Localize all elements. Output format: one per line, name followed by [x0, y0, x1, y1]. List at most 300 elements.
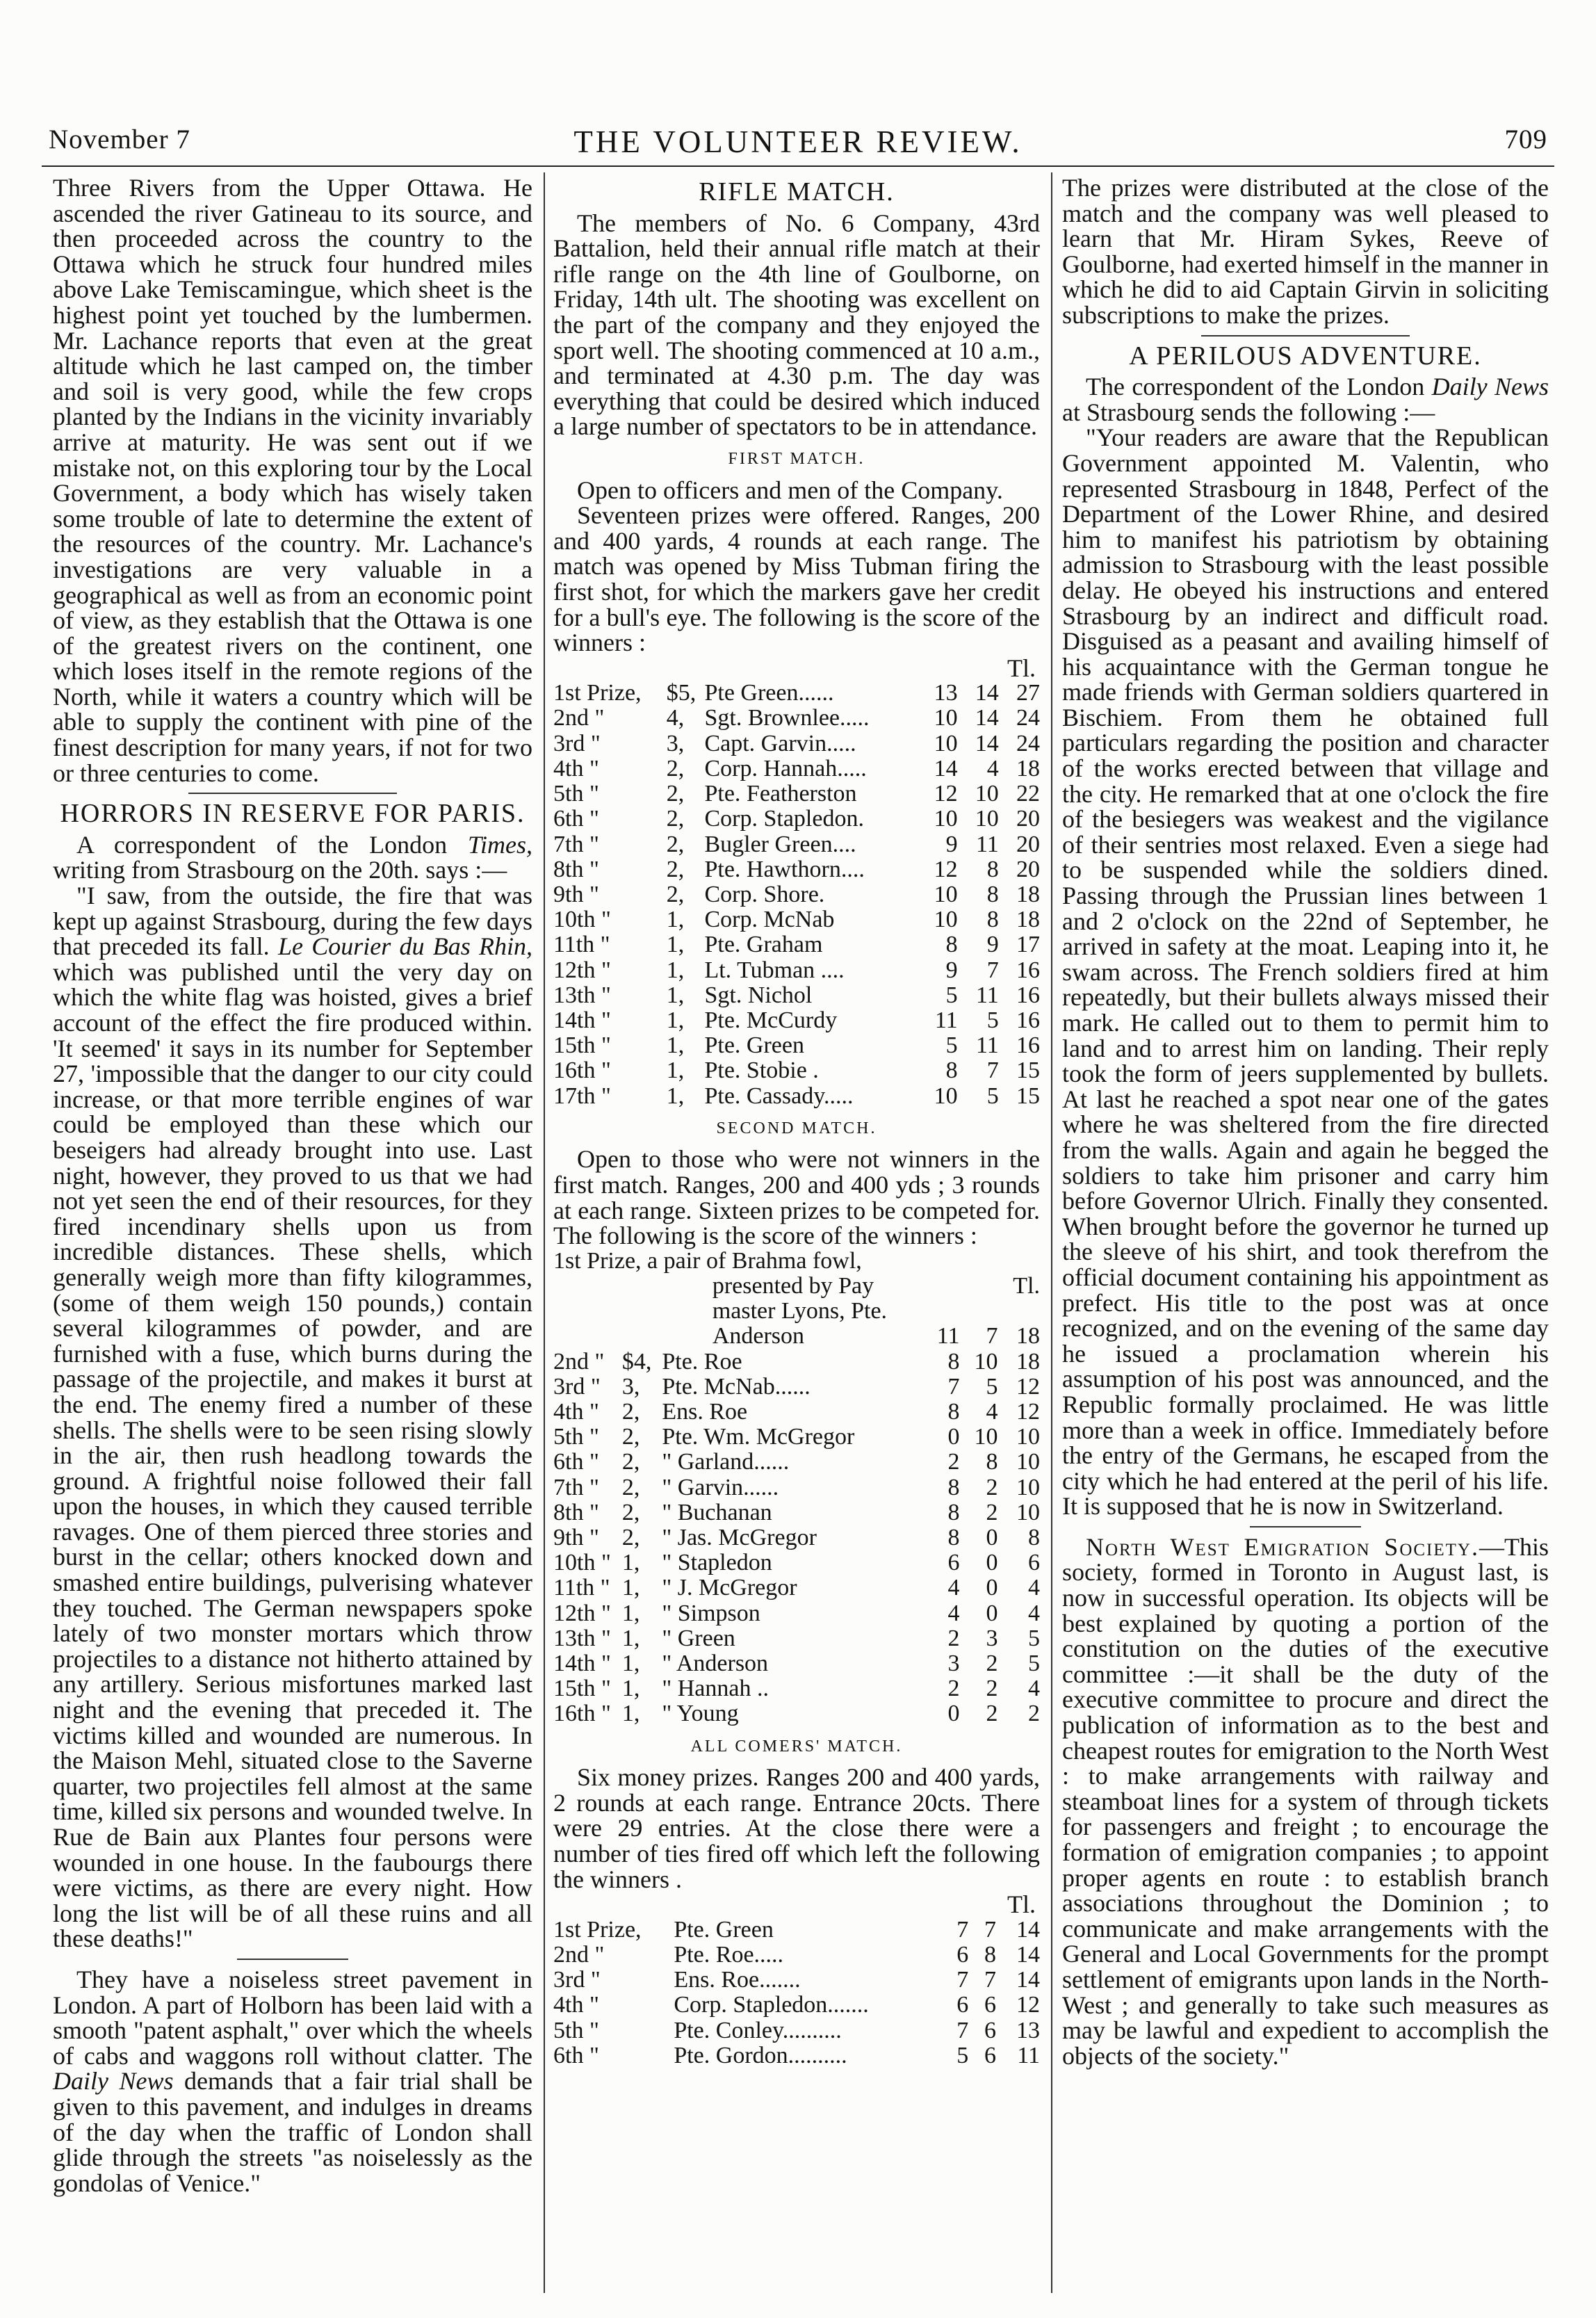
table-cell: 1,	[666, 1057, 685, 1084]
table-row	[553, 2018, 1040, 2043]
table-cell: 0	[947, 1424, 960, 1450]
table-cell: 8th "	[553, 1499, 599, 1525]
second-match-heading: SECOND MATCH.	[716, 1119, 877, 1137]
table-cell: 2,	[666, 806, 685, 832]
emigration-paragraph: North West Emigration Society.—This society, formed in Toronto in August last, is now in successful operation. Its objects will be best explained by quoting a portion of the constitution on the duties of the executive committee :—it shall be the duty of the executive committee to procure and direct the publication of information as to the best and cheapest routes for emigration to the North West : to make arrangements with railway and steamboat lines for a system of through tickets for passengers and freight ; to encourage the formation of emigration companies ; to appoint proper agents en route : to establish branch associations throughout the Dominion ; to communicate and make arrangements with the General and Local Governments for the prompt settlement of emigrants upon lands in the North-West ; and generally to take such measures as may be lawful and expedient to accomplish the objects of the society."	[1062, 1532, 1549, 2070]
table-cell: 11th "	[553, 932, 610, 958]
table-cell: 16th "	[553, 1701, 611, 1727]
table-cell: 6	[984, 2042, 996, 2068]
column-2	[553, 175, 1040, 2068]
table-cell: 1,	[666, 1032, 685, 1059]
table-row	[553, 807, 1040, 832]
table-cell: 1,	[666, 957, 685, 983]
table-cell: Pte. Roe.....	[674, 1941, 784, 1968]
table-row	[553, 932, 1040, 957]
table-row	[553, 1575, 1040, 1600]
table-row	[553, 1550, 1040, 1575]
table-cell: Pte. Gordon..........	[674, 2042, 847, 2068]
table-cell: 4	[1028, 1676, 1040, 1702]
table-cell: 1,	[621, 1550, 640, 1576]
table-cell: $4,	[621, 1348, 652, 1375]
header-page-number: 709	[1504, 124, 1547, 154]
table-row	[553, 731, 1040, 756]
table-cell: 5	[1028, 1625, 1040, 1651]
table-row	[553, 2043, 1040, 2068]
table-cell: Ens. Roe	[662, 1398, 748, 1425]
table-cell: Ens. Roe.......	[674, 1967, 801, 1993]
table-cell: " Simpson	[662, 1600, 760, 1626]
table-cell: Pte. McCurdy	[704, 1007, 838, 1033]
table-cell: Pte. Conley..........	[674, 2017, 842, 2043]
table-cell: 5th "	[553, 781, 599, 807]
table-cell: " Young	[662, 1701, 739, 1727]
table-cell: Pte. McNab......	[662, 1373, 811, 1400]
first-match-heading: FIRST MATCH.	[728, 449, 865, 468]
table-cell: 1,	[666, 982, 685, 1008]
table-cell: 0	[986, 1550, 998, 1576]
table-cell: 20	[1016, 856, 1040, 882]
table-cell: 3	[947, 1650, 960, 1676]
table-cell: 12	[934, 781, 958, 807]
table-cell: 8	[945, 1057, 958, 1084]
table-cell: 9	[945, 831, 958, 857]
table-cell: 10	[934, 705, 958, 731]
table-cell: 2	[986, 1474, 998, 1500]
table-cell: 16	[1016, 1032, 1040, 1059]
table-cell: 17th "	[553, 1083, 611, 1109]
table-cell: 16	[1016, 1007, 1040, 1033]
table-cell: 12	[1016, 1398, 1040, 1425]
table-row	[553, 1601, 1040, 1626]
table-cell: 3,	[621, 1373, 640, 1400]
table-cell: 5th "	[553, 1424, 599, 1450]
table-cell: 4	[1028, 1575, 1040, 1601]
table-cell: 10	[934, 730, 958, 756]
table-cell: 15	[1016, 1083, 1040, 1109]
table-cell: 7th "	[553, 831, 599, 857]
table-cell: 12th "	[553, 1600, 611, 1626]
times-title: Times,	[467, 830, 532, 859]
table-cell: " Buchanan	[662, 1499, 772, 1525]
table-cell: Pte Green......	[704, 680, 834, 706]
table-cell: 1st Prize,	[553, 680, 642, 706]
table-cell: 0	[986, 1600, 998, 1626]
table-cell: 1,	[621, 1625, 640, 1651]
table-cell: 7	[956, 1967, 969, 1993]
table-cell: 11th "	[553, 1575, 610, 1601]
table-cell: 13th "	[553, 1625, 611, 1651]
first-match-open: Open to officers and men of the Company.	[577, 476, 1003, 504]
table-cell: 10	[934, 1083, 958, 1109]
table-row	[553, 832, 1040, 857]
table-cell: 7th "	[553, 1474, 599, 1500]
table-cell: 16	[1016, 982, 1040, 1008]
table-cell: 1,	[621, 1676, 640, 1702]
table-cell: 0	[986, 1524, 998, 1550]
table-cell: 7	[956, 2017, 969, 2043]
table-cell: 2	[986, 1701, 998, 1727]
table-cell: 10	[934, 907, 958, 933]
table-cell: 4,	[666, 705, 685, 731]
table-cell: 8	[945, 932, 958, 958]
table-cell: Corp. Hannah.....	[704, 755, 867, 781]
table-row	[553, 1701, 1040, 1726]
table-cell: 8	[947, 1474, 960, 1500]
table-cell: 5	[956, 2042, 969, 2068]
table-cell: 20	[1016, 806, 1040, 832]
table-cell: 2	[986, 1499, 998, 1525]
table-cell: 4	[947, 1600, 960, 1626]
table-row	[553, 1375, 1040, 1400]
table-row	[553, 1475, 1040, 1500]
table-cell: 14	[975, 705, 999, 731]
table-cell: 7	[986, 1057, 999, 1084]
lachance-paragraph: Three Rivers from the Upper Ottawa. He ascended the river Gatineau to its source, and then proceeded across the country to the Ottawa which he struck four hundred miles above Lake Temiscamingue, which sheet is the highest point yet touched by the lumbermen. Mr. Lachance reports that even at the great altitude which he last camped on, the timber and soil is very good, while the few crops planted by the Indians in the vicinity invariably arrive at maturity. He was sent out if we mistake not, on this exploring tour by the Local Government, a body which has wisely taken some trouble of late to determine the extent of the resources of the country. Mr. Lachance's investigations are very valuable in a geographical as well as from an economic point of view, as they establish that the Ottawa is one of the greatest rivers on the continent, one which loses itself in the remote regions of the North, while it waters a country which will be able to supply the continent with pine of the finest description for many years, if not for two or three centuries to come.	[53, 174, 532, 787]
table-cell: 18	[1016, 755, 1040, 781]
table-cell: Pte. Hawthorn....	[704, 856, 865, 882]
table-cell: 8th "	[553, 856, 599, 882]
table-cell: 10th "	[553, 907, 611, 933]
table-cell: 24	[1016, 705, 1040, 731]
table-cell: 2,	[621, 1424, 640, 1450]
table-cell: 4th "	[553, 1398, 599, 1425]
table-cell: 18	[1016, 881, 1040, 907]
table-row	[553, 983, 1040, 1008]
table-cell: 9	[986, 932, 999, 958]
total-label: Tl.	[1007, 654, 1036, 682]
table-cell: Sgt. Nichol	[704, 982, 813, 1008]
table-cell: 4	[947, 1575, 960, 1601]
table-cell: 10	[974, 1348, 998, 1375]
table-cell: 8	[947, 1499, 960, 1525]
table-cell: 2	[1028, 1701, 1040, 1727]
table-cell: 4	[986, 1398, 998, 1425]
table-cell: 1st Prize,	[553, 1916, 642, 1943]
table-cell: " Anderson	[662, 1650, 769, 1676]
table-cell: 8	[947, 1398, 960, 1425]
table-cell: 3,	[666, 730, 685, 756]
table-cell: 10	[975, 806, 999, 832]
table-cell: 18	[1016, 907, 1040, 933]
table-cell: 4th "	[553, 755, 599, 781]
table-row	[553, 857, 1040, 882]
table-cell: 8	[986, 856, 999, 882]
table-cell: 6	[947, 1550, 960, 1576]
table-cell: 4	[1028, 1600, 1040, 1626]
pavement-paragraph: They have a noiseless street pavement in London. A part of Holborn has been laid with a smooth "patent asphalt," over which the wheels of cabs and waggons roll without clatter. The Daily News demands that a fair trial shall be given to this pavement, and indulges in dreams of the day when the traffic of London shall glide through the streets "as noiselessly as the gondolas of Venice."	[53, 1965, 532, 2197]
table-cell: Pte. Featherston	[704, 781, 857, 807]
table-cell: 2,	[666, 781, 685, 807]
table-cell: 1,	[666, 932, 685, 958]
table-cell: $5,	[666, 680, 697, 706]
table-row	[553, 1525, 1040, 1550]
table-cell: 2nd "	[553, 705, 605, 731]
courier-title: Le Courier du Bas Rhin,	[277, 932, 532, 961]
table-row: master Lyons, Pte.	[712, 1298, 888, 1324]
table-cell: 2,	[666, 856, 685, 882]
table-cell: 10th "	[553, 1550, 611, 1576]
table-cell: 8	[947, 1524, 960, 1550]
table-cell: Pte. Roe	[662, 1348, 742, 1375]
table-cell: 14	[1016, 1941, 1040, 1968]
table-cell: 2	[947, 1449, 960, 1475]
table-cell: 10	[934, 881, 958, 907]
table-cell: 14	[934, 755, 958, 781]
table-row	[553, 706, 1040, 731]
table-row	[553, 1425, 1040, 1450]
column-divider-2	[1051, 172, 1052, 2293]
table-cell: 10	[1016, 1474, 1040, 1500]
all-comers-table	[553, 1918, 1040, 2068]
table-cell: 2,	[666, 755, 685, 781]
table-cell: 1,	[666, 907, 685, 933]
table-row: presented by Pay Tl.	[712, 1272, 1040, 1299]
table-cell: 1,	[666, 1083, 685, 1109]
table-cell: 7	[984, 1967, 996, 1993]
table-cell: Corp. Stapledon.	[704, 806, 864, 832]
table-cell: 6th "	[553, 1449, 599, 1475]
table-cell: Pte. Stobie .	[704, 1057, 819, 1084]
table-row	[553, 781, 1040, 807]
table-cell: 1,	[621, 1650, 640, 1676]
table-cell: 3rd "	[553, 1967, 601, 1993]
table-cell: " J. McGregor	[662, 1575, 797, 1601]
table-cell: 0	[986, 1575, 998, 1601]
table-cell: 3rd "	[553, 730, 601, 756]
section-rule	[1201, 335, 1410, 337]
table-cell: " Hannah ..	[662, 1676, 769, 1702]
table-cell: 8	[984, 1941, 996, 1968]
table-row	[553, 1968, 1040, 1993]
table-cell: " Jas. McGregor	[662, 1524, 817, 1550]
table-row	[553, 1651, 1040, 1676]
table-cell: 16	[1016, 957, 1040, 983]
table-row	[553, 1058, 1040, 1083]
column-1	[53, 175, 532, 2196]
table-cell: 7	[956, 1916, 969, 1943]
table-cell: 11	[976, 982, 999, 1008]
table-cell: 5	[1028, 1650, 1040, 1676]
perilous-heading: A PERILOUS ADVENTURE.	[1129, 341, 1482, 371]
table-row	[553, 1626, 1040, 1651]
total-label: Tl.	[1007, 1890, 1036, 1919]
table-cell: 2,	[621, 1449, 640, 1475]
table-cell: 5	[945, 982, 958, 1008]
table-cell: " Garvin......	[662, 1474, 779, 1500]
table-cell: 8	[986, 907, 999, 933]
table-cell: Sgt. Brownlee.....	[704, 705, 870, 731]
table-cell: 2,	[621, 1398, 640, 1425]
table-cell: 14	[1016, 1967, 1040, 1993]
table-row	[553, 1918, 1040, 1943]
table-cell: 3rd "	[553, 1373, 601, 1400]
table-cell: 13th "	[553, 982, 611, 1008]
table-cell: 11	[934, 1007, 958, 1033]
table-cell: 5	[986, 1373, 998, 1400]
table-cell: 10	[974, 1424, 998, 1450]
table-cell: 5	[986, 1007, 999, 1033]
table-cell: 10	[1016, 1424, 1040, 1450]
table-row	[553, 756, 1040, 781]
table-cell: 1,	[621, 1701, 640, 1727]
table-row	[553, 1943, 1040, 1968]
table-cell: 14th "	[553, 1007, 611, 1033]
table-cell: Bugler Green....	[704, 831, 856, 857]
table-cell: Corp. McNab	[704, 907, 835, 933]
column-divider-1	[544, 172, 545, 2293]
table-row	[553, 1500, 1040, 1525]
table-cell: 7	[984, 1916, 996, 1943]
table-row	[553, 1350, 1040, 1375]
table-cell: 9th "	[553, 1524, 599, 1550]
section-rule	[237, 1959, 348, 1960]
table-cell: 18	[1016, 1348, 1040, 1375]
table-cell: 14	[975, 680, 999, 706]
section-rule	[188, 793, 397, 794]
table-cell: 24	[1016, 730, 1040, 756]
table-cell: 1,	[666, 1007, 685, 1033]
table-cell: 12	[934, 856, 958, 882]
table-cell: 7	[986, 957, 999, 983]
table-cell: 2nd "	[553, 1941, 605, 1968]
table-cell: 6	[984, 1992, 996, 2018]
table-cell: 2	[947, 1676, 960, 1702]
header-rule	[42, 165, 1554, 167]
table-cell: 16th "	[553, 1057, 611, 1084]
table-cell: 2,	[666, 881, 685, 907]
table-cell: 12	[1016, 1373, 1040, 1400]
table-cell: 7	[947, 1373, 960, 1400]
header-date: November 7	[49, 124, 190, 154]
perilous-intro: The correspondent of the London Daily News at Strasbourg sends the following :—	[1062, 373, 1549, 426]
rifle-match-heading: RIFLE MATCH.	[699, 177, 895, 206]
table-cell: 9th "	[553, 881, 599, 907]
table-row	[553, 1084, 1040, 1109]
table-cell: 2	[986, 1650, 998, 1676]
perilous-body: "Your readers are aware that the Republican Government appointed M. Valentin, who represented Strasbourg in 1848, Perfect of the Department of the Lower Rhine, and desired him to manifest his patriotism by obtaining admission to Strasbourg with the least possible delay. He obeyed his instructions and entered Strasbourg by an indirect and difficult road. Disguised as a peasant and availing himself of his acquaintance with the German tongue he made friends with German soldiers quartered in Bischiem. From them he obtained full particulars regarding the position and character of the works erected between that village and the city. He remarked that at one o'clock the fire of the besiegers was weakest and the vigilance of their sentries most relaxed. Even a siege had to be suspended while the soldiers dined. Passing through the Prussian lines between 1 and 2 o'clock on the 22nd of September, he arrived in safety at the moat. Leaping into it, he swam across. The French soldiers fired at him repeatedly, but their bullets always missed their mark. He called out to them to permit him to land and to arrest him on landing. Their reply took the form of jeers supplemented by bullets. At last he reached a spot near one of the gates where he was sheltered from the fire directed from the walls. Again and again he begged the soldiers to take him prisoner and carry him before Governor Ulrich. Finally they consented. When brought before the governor he turned up the sleeve of his shirt, and took therefrom the official document containing his appointment as prefect. His title to the post was at once recognized, and on the evening of the same day he issued a proclamation wherein his assumption of his post was announced, and the Republic formally proclaimed. He was little more than a week in office. Immediately before the entry of the Germans, he escaped from the city which he had entered at the peril of his life. It is supposed that he is now in Switzerland.	[1062, 423, 1549, 1521]
horrors-body: "I saw, from the outside, the fire that was kept up against Strasbourg, during the few days that preceded its fall. Le Courier du Bas Rhin, which was published until the very day on which the white flag was hoisted, gives a brief account of the effect the fire produced within. 'It seemed' it says in its number for September 27, 'impossible that the danger to our city could increase, or that more terrible engines of war could be employed than these which our beseigers had already brought into use. Last night, however, they proved to us that we had not yet seen the end of their resources, for they fired incendinary shells upon us from incredible distances. These shells, which generally weigh more than fifty kilogrammes, (some of them weigh 150 pounds,) contain several kilogrammes of powder, and are furnished with a fuse, which burns during the passage of the projectile, and makes it burst at the end. The enemy fired a number of these shells. The shells were to be seen rising slowly in the air, then rush headlong towards the ground. A frightful noise followed their fall upon the houses, in which they caused terrible ravages. One of them pierced three stories and burst in the cellar; others knocked down and smashed entire buildings, pulverising whatever they touched. The German newspapers spoke lately of two monster mortars which throw projectiles to a distance not hitherto attained by any artillery. Serious misfortunes marked last night and the evening that preceded it. The victims killed and wounded are numerous. In the Maison Mehl, situated close to the Saverne quarter, two projectiles fell almost at the same time, killed six persons and wounded twelve. In Rue de Bain aux Plantes four persons were wounded in one house. In the faubourgs there were victims, as there are every night. How long the list will be of all these ruins and all these deaths!"	[53, 882, 532, 1953]
table-cell: 6	[1028, 1550, 1040, 1576]
table-cell: " Garland......	[662, 1449, 790, 1475]
table-cell: 14	[975, 730, 999, 756]
table-cell: 2,	[621, 1499, 640, 1525]
table-cell: 6th "	[553, 2042, 599, 2068]
table-cell: 5th "	[553, 2017, 599, 2043]
table-cell: 15th "	[553, 1676, 611, 1702]
table-cell: 4th "	[553, 1992, 599, 2018]
second-match-table	[553, 1249, 1040, 1727]
table-cell: 5	[945, 1032, 958, 1059]
table-cell: 2	[986, 1676, 998, 1702]
table-cell: 17	[1016, 932, 1040, 958]
table-cell: 2,	[666, 831, 685, 857]
table-cell: Pte. Wm. McGregor	[662, 1424, 855, 1450]
table-cell: 6th "	[553, 806, 599, 832]
table-row	[553, 1450, 1040, 1475]
table-row	[553, 681, 1040, 706]
table-cell: Pte. Cassady.....	[704, 1083, 854, 1109]
table-cell: 5	[986, 1083, 999, 1109]
table-cell: 1,	[621, 1600, 640, 1626]
table-row	[553, 882, 1040, 907]
table-cell: 20	[1016, 831, 1040, 857]
table-cell: 2,	[621, 1524, 640, 1550]
page-header	[42, 124, 1554, 165]
table-row	[553, 1676, 1040, 1701]
table-cell: 22	[1016, 781, 1040, 807]
table-cell: 13	[934, 680, 958, 706]
table-cell: 12th "	[553, 957, 611, 983]
table-cell: 8	[947, 1348, 960, 1375]
table-cell: 11	[976, 1032, 999, 1059]
table-cell: 10	[934, 806, 958, 832]
table-cell: Pte. Green	[674, 1916, 774, 1943]
table-cell: 6	[984, 2017, 996, 2043]
table-row	[553, 1033, 1040, 1058]
table-cell: " Stapledon	[662, 1550, 772, 1576]
table-cell: 14th "	[553, 1650, 611, 1676]
table-cell: 11	[1017, 2042, 1040, 2068]
all-comers-heading: ALL COMERS' MATCH.	[690, 1737, 903, 1756]
table-cell: 13	[1016, 2017, 1040, 2043]
table-row	[553, 1400, 1040, 1425]
table-cell: Lt. Tubman ....	[704, 957, 845, 983]
first-match-table	[553, 681, 1040, 1108]
table-cell: 10	[1016, 1499, 1040, 1525]
table-cell: Corp. Shore.	[704, 881, 825, 907]
table-cell: 12	[1016, 1992, 1040, 2018]
table-cell: 11	[976, 831, 999, 857]
horrors-heading: HORRORS IN RESERVE FOR PARIS.	[60, 799, 526, 829]
table-cell: 6	[956, 1941, 969, 1968]
table-cell: 6	[956, 1992, 969, 2018]
daily-news-title: Daily News	[1431, 373, 1549, 401]
table-row	[553, 958, 1040, 983]
table-cell: 10	[1016, 1449, 1040, 1475]
daily-news-title: Daily News	[53, 2067, 174, 2096]
table-cell: 9	[945, 957, 958, 983]
table-row: Anderson 11 7 18	[712, 1323, 1040, 1350]
table-row: 1st Prize, a pair of Brahma fowl,	[553, 1247, 862, 1274]
table-cell: 8	[986, 881, 999, 907]
table-cell: 8	[1028, 1524, 1040, 1550]
section-rule	[1250, 1526, 1361, 1527]
table-cell: Corp. Stapledon.......	[674, 1992, 869, 2018]
column-3	[1062, 175, 1549, 2068]
first-match-details: Seventeen prizes were offered. Ranges, 200 and 400 yards, 4 rounds at each range. The match was opened by Miss Tubman firing the first shot, for which the markers gave her credit for a bull's eye. The following is the score of the winners :	[553, 501, 1040, 657]
table-cell: " Green	[662, 1625, 735, 1651]
header-title: THE VOLUNTEER REVIEW.	[573, 124, 1023, 159]
table-cell: Pte. Graham	[704, 932, 823, 958]
table-cell: 15th "	[553, 1032, 611, 1059]
table-cell: 14	[1016, 1916, 1040, 1943]
rifle-match-intro: The members of No. 6 Company, 43rd Battalion, held their annual rifle match at their rifle range on the 4th line of Goulborne, on Friday, 14th ult. The shooting was excellent on the part of the company and they enjoyed the sport well. The shooting commenced at 10 a.m., and terminated at 4.30 p.m. The day was everything that could be desired which induced a large number of spectators to be in attendance.	[553, 209, 1040, 441]
table-row	[553, 907, 1040, 932]
table-cell: 3	[986, 1625, 998, 1651]
table-cell: 4	[986, 755, 999, 781]
table-row	[553, 1993, 1040, 2018]
table-cell: 0	[947, 1701, 960, 1727]
table-cell: 2	[947, 1625, 960, 1651]
table-cell: 2nd "	[553, 1348, 605, 1375]
table-row	[553, 1008, 1040, 1033]
table-cell: 1,	[621, 1575, 640, 1601]
table-cell: 8	[986, 1449, 998, 1475]
table-cell: Capt. Garvin.....	[704, 730, 856, 756]
horrors-intro: A correspondent of the London Times, writing from Strasbourg on the 20th. says :—	[53, 830, 532, 884]
prizes-paragraph: The prizes were distributed at the close of the match and the company was well pleased to learn that Mr. Hiram Sykes, Reeve of Goulborne, had exerted himself in the manner in which he did to aid Captain Girvin in soliciting subscriptions to make the prizes.	[1062, 174, 1549, 329]
table-cell: 2,	[621, 1474, 640, 1500]
